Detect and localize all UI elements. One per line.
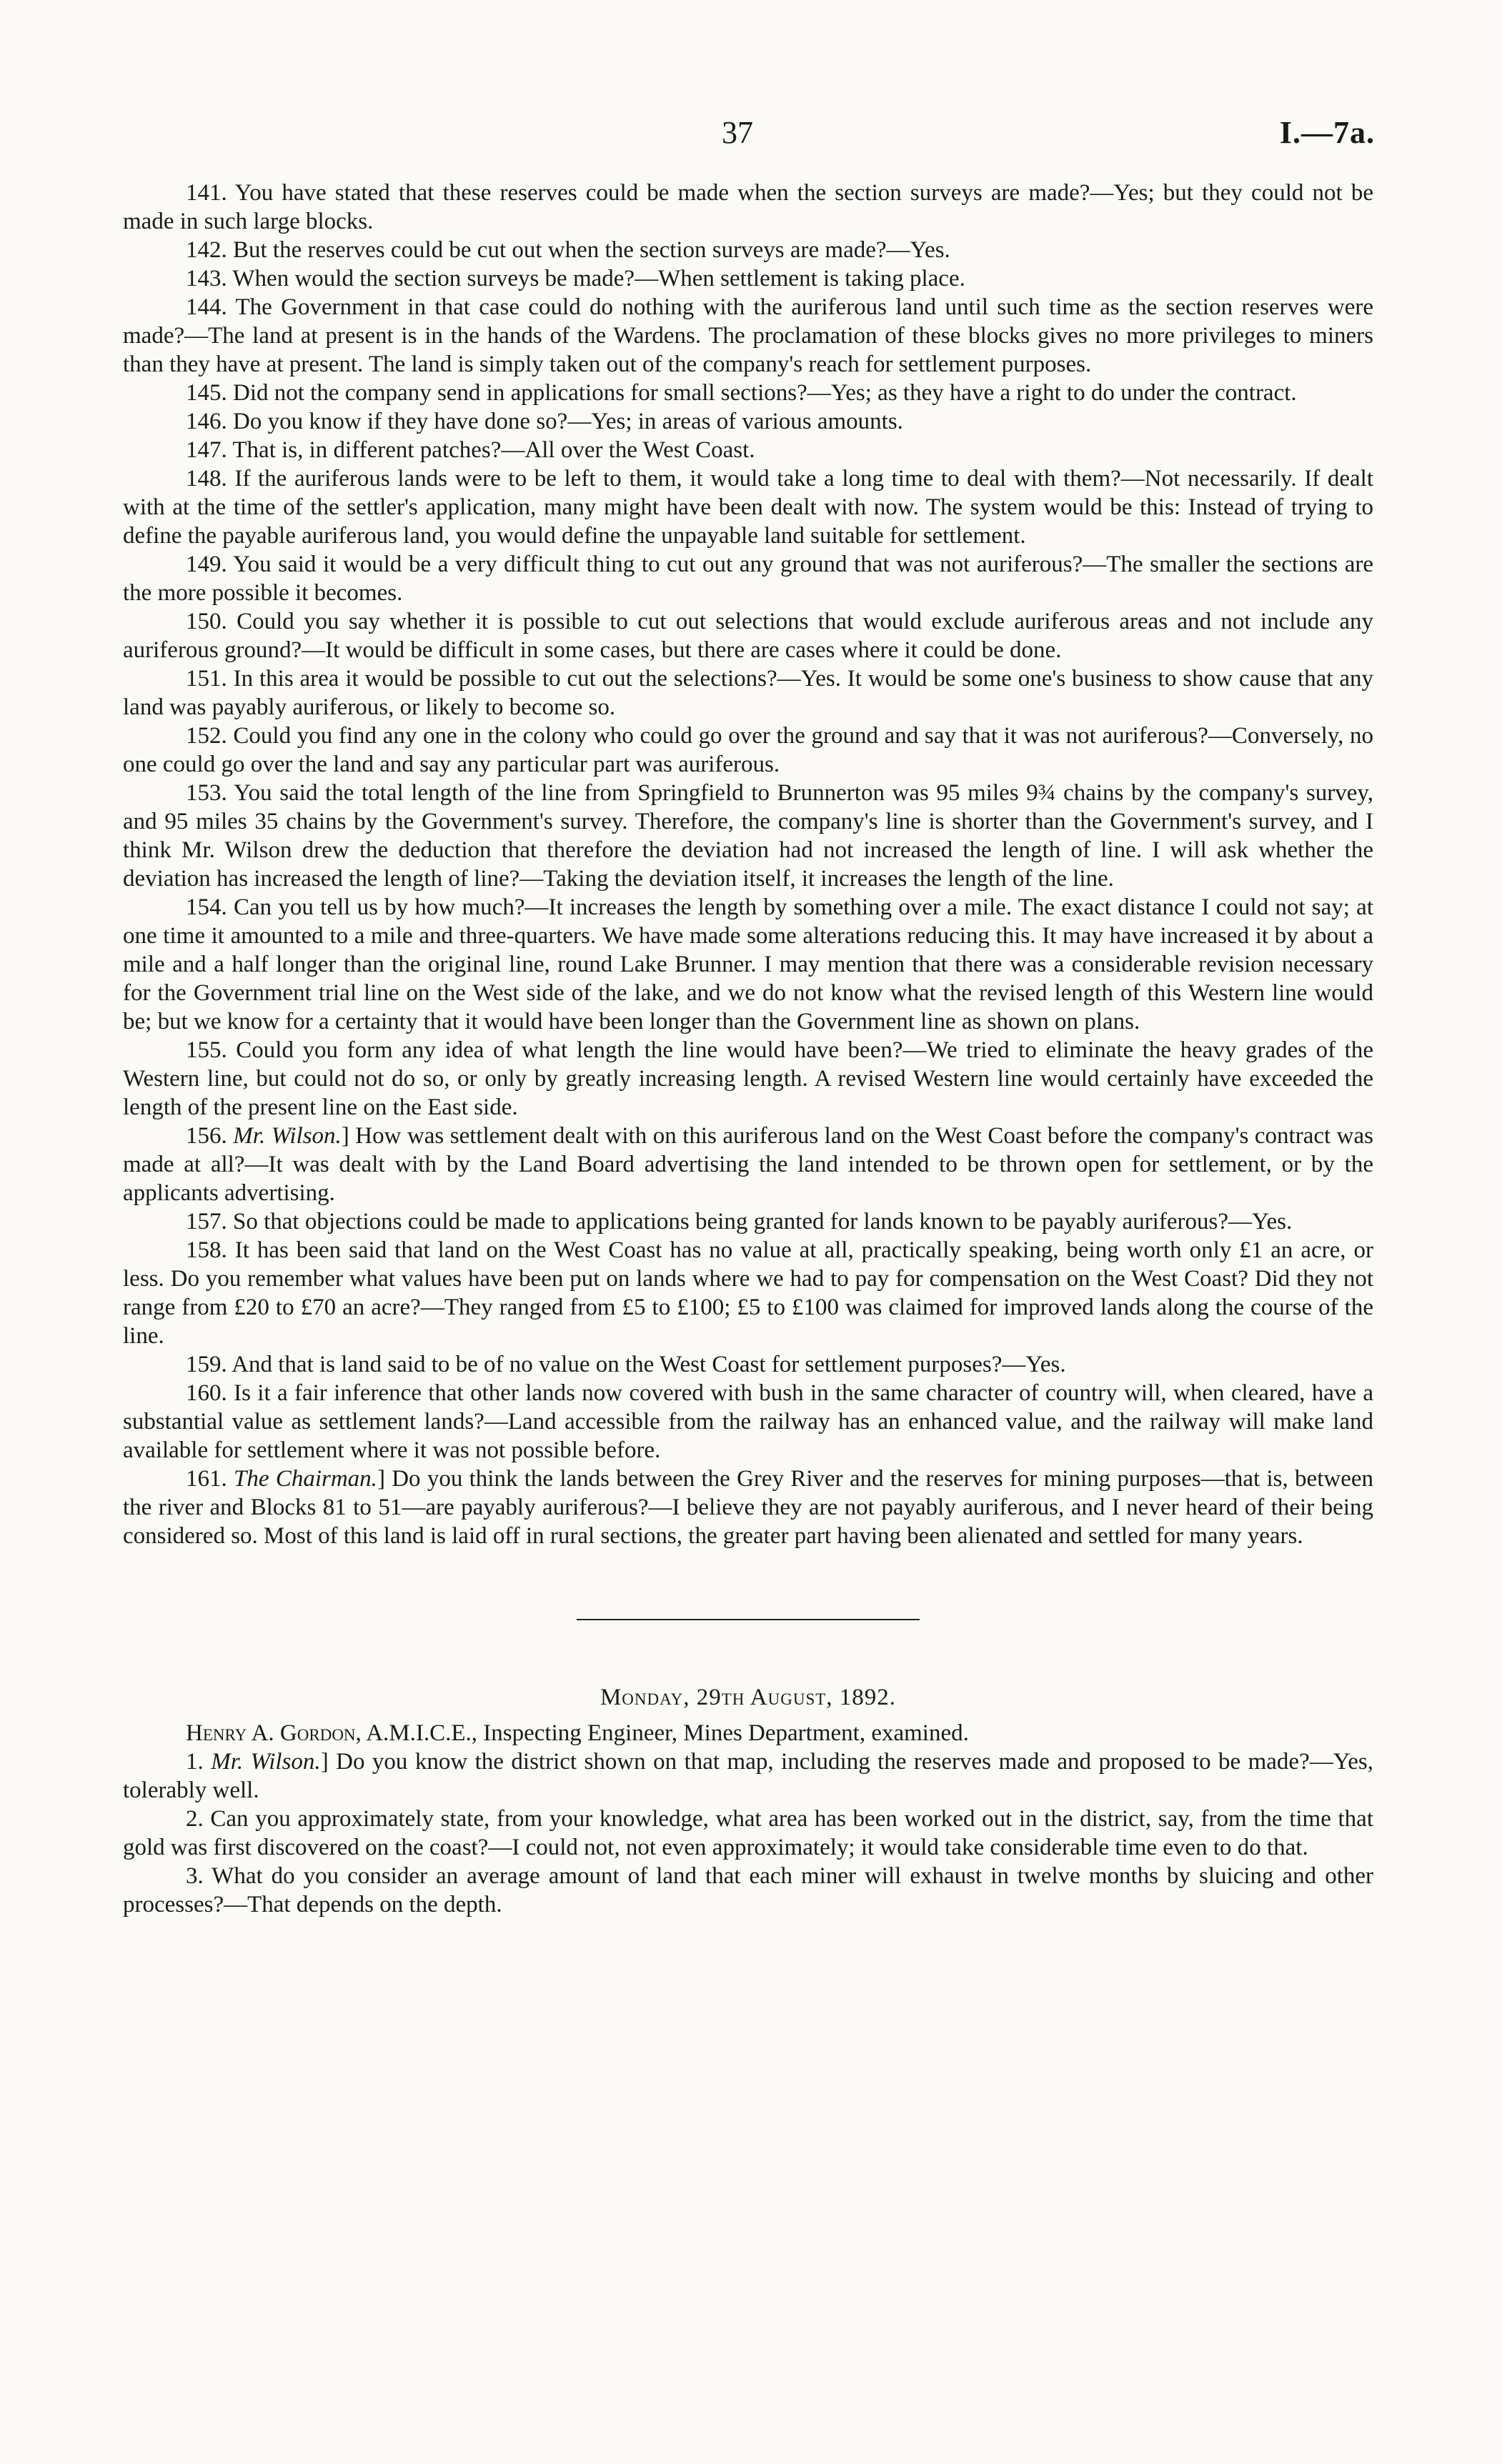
witness-name: Henry A. Gordon (186, 1720, 356, 1746)
question-number: 156. (186, 1123, 234, 1149)
question-145: 145. Did not the company send in applications for small sections?—Yes; as they have a right to do under the contract. (186, 380, 1297, 406)
question-156 (123, 1122, 1373, 1207)
question-number: 161. (186, 1466, 234, 1492)
question-text: ] Do you think the lands between the Grey River and the reserves for mining purposes—that is, between the river and Blocks 81 to 51—are payably auriferous?—I believe they are not payably auriferous, and I never heard of their being considered so. Most of this land is laid off in rural sections, the greater part having been alienated and settled for many years. (123, 1466, 1374, 1549)
page-header (0, 114, 1502, 157)
section-divider (577, 1619, 920, 1620)
date-heading: Monday, 29th August, 1892. (600, 1685, 897, 1710)
speaker-name: The Chairman. (234, 1466, 377, 1492)
question-152: 152. Could you find any one in the colony who could go over the ground and say that it was not auriferous?—Conversely, no one could go over the land and say any particular part was auriferous. (123, 723, 1373, 777)
question-147: 147. That is, in different patches?—All over the West Coast. (186, 437, 755, 463)
question-2: 2. Can you approximately state, from your knowledge, what area has been worked out in the district, say, from the time that gold was first discovered on the coast?—I could not, not even approximately; it would take considerable time even to do that. (123, 1806, 1373, 1860)
speaker-name: Mr. Wilson. (233, 1123, 342, 1149)
question-158: 158. It has been said that land on the West Coast has no value at all, practically speaking, being worth only £1 an acre, or less. Do you remember what values have been put on lands where we had to pay for compensation on the West Coast? Did they not range from £20 to £70 an acre?—They ranged from £5 to £100; £5 to £100 was claimed for improved lands along the course of the line. (123, 1237, 1373, 1349)
question-141: 141. You have stated that these reserves could be made when the section surveys are made?—Yes; but they could not be made in such large blocks. (123, 180, 1373, 234)
document-reference: I.—7a. (1279, 115, 1375, 150)
question-157: 157. So that objections could be made to applications being granted for lands known to be payably auriferous?—Yes. (186, 1209, 1293, 1235)
question-3: 3. What do you consider an average amount of land that each miner will exhaust in twelve months by sluicing and other processes?—That depends on the depth. (123, 1863, 1373, 1917)
question-150: 150. Could you say whether it is possible to cut out selections that would exclude auriferous areas and not include any auriferous ground?—It would be difficult in some cases, but there are cases where it could be done. (123, 609, 1373, 663)
question-text: ] Do you know the district shown on that map, including the reserves made and proposed to be made?—Yes, tolerably well. (123, 1749, 1373, 1803)
witness-description: , A.M.I.C.E., Inspecting Engineer, Mines Department, examined. (355, 1720, 969, 1746)
witness-line (123, 1719, 1373, 1747)
question-text: ] How was settlement dealt with on this auriferous land on the West Coast before the company's contract was made at all?—It was dealt with by the Land Board advertising the land intended to be thrown open for settlement, or by the applicants advertising. (123, 1123, 1373, 1206)
question-148: 148. If the auriferous lands were to be left to them, it would take a long time to deal with them?—Not necessarily. If dealt with at the time of the settler's application, many might have been dealt with now. The system would be this: Instead of trying to define the payable auriferous land, you would define the unpayable land suitable for settlement. (123, 466, 1373, 549)
question-142: 142. But the reserves could be cut out when the section surveys are made?—Yes. (186, 237, 950, 263)
question-159: 159. And that is land said to be of no value on the West Coast for settlement purposes?—Yes. (186, 1352, 1066, 1377)
question-1 (123, 1747, 1373, 1805)
question-155: 155. Could you form any idea of what length the line would have been?—We tried to eliminate the heavy grades of the Western line, but could not do so, or only by greatly increasing length. A revised Western line would certainly have exceeded the length of the present line on the East side. (123, 1037, 1373, 1120)
question-143: 143. When would the section surveys be made?—When settlement is taking place. (186, 266, 965, 291)
question-153: 153. You said the total length of the line from Springfield to Brunnerton was 95 miles 9¾ chains by the company's survey, and 95 miles 35 chains by the Government's survey. Therefore, the company's line is shorter than the Government's survey, and I think Mr. Wilson drew the deduction that therefore the deviation had not increased the length of line. I will ask whether the deviation has increased the length of line?—Taking the deviation itself, it increases the length of the line. (123, 780, 1373, 892)
question-160: 160. Is it a fair inference that other lands now covered with bush in the same character of country will, when cleared, have a substantial value as settlement lands?—Land accessible from the railway has an enhanced value, and the railway will make land available for settlement where it was not possible before. (123, 1380, 1373, 1463)
question-number: 1. (186, 1749, 212, 1775)
question-151: 151. In this area it would be possible to cut out the selections?—Yes. It would be some one's business to show cause that any land was payably auriferous, or likely to become so. (123, 666, 1373, 720)
speaker-name: Mr. Wilson. (211, 1749, 321, 1775)
page-number: 37 (722, 115, 753, 150)
question-144: 144. The Government in that case could do nothing with the auriferous land until such time as the section reserves were made?—The land at present is in the hands of the Wardens. The proclamation of these blocks gives no more privileges to miners than they have at present. The land is simply taken out of the company's reach for settlement purposes. (123, 294, 1373, 377)
question-154: 154. Can you tell us by how much?—It increases the length by something over a mile. The exact distance I could not say; at one time it amounted to a mile and three-quarters. We have made some alterations reducing this. It may have increased it by about a mile and a half longer than the original line, round Lake Brunner. I may mention that there was a considerable revision necessary for the Government trial line on the West side of the lake, and we do not know what the revised length of this Western line would be; but we know for a certainty that it would have been longer than the Government line as shown on plans. (123, 894, 1373, 1034)
question-161 (123, 1465, 1373, 1550)
body-text (123, 179, 1373, 1919)
question-146: 146. Do you know if they have done so?—Yes; in areas of various amounts. (186, 409, 903, 434)
question-149: 149. You said it would be a very difficult thing to cut out any ground that was not auriferous?—The smaller the sections are the more possible it becomes. (123, 552, 1373, 606)
